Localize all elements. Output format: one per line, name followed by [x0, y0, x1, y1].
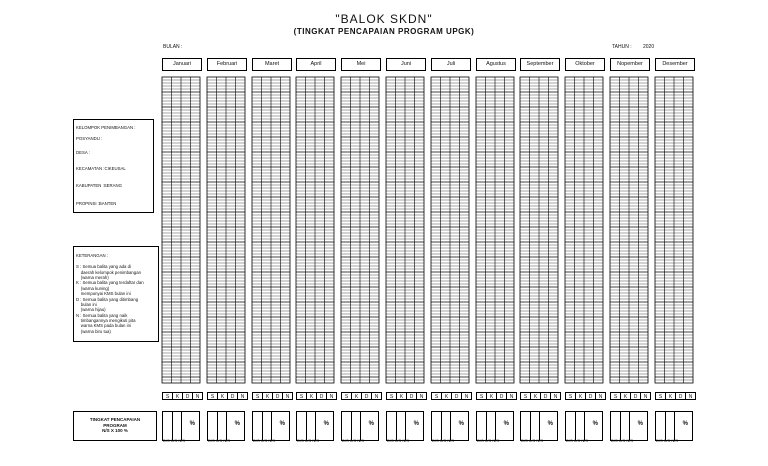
kecamatan-field: KECAMATAN :CIKEUSAL: [76, 166, 126, 172]
skdn-letter: D: [228, 393, 238, 399]
tahun-value: 2020: [643, 44, 655, 50]
month-grid-column: [565, 77, 603, 383]
skdn-letter: S: [611, 393, 621, 399]
skdn-letter: S: [297, 393, 307, 399]
skdn-letter: K: [352, 393, 362, 399]
posyandu-field: POSYANDU :: [76, 136, 103, 142]
skdn-cell: [431, 392, 472, 400]
keterangan-line: bulan ini: [76, 301, 97, 307]
month-label: September: [520, 58, 560, 71]
skdn-letter: K: [263, 393, 273, 399]
percent-sign: %: [413, 421, 419, 427]
skdn-letter: S: [521, 393, 531, 399]
keterangan-line: (warna kuning): [76, 285, 110, 291]
keterangan-line: timbangannya mengikuti pita: [76, 317, 136, 323]
kelompok-info-box: [73, 119, 154, 213]
percent-sign: %: [279, 421, 285, 427]
pencapaian-cell: [386, 411, 424, 441]
pencapaian-label-box: [73, 411, 157, 441]
keterangan-line: warna KMS pada bulan ini: [76, 323, 131, 329]
keterangan-line: D : Semua balita yang ditimbang: [76, 296, 139, 302]
pencapaian-divider: [486, 412, 487, 440]
pencapaian-cell: [296, 411, 334, 441]
kelompok-heading: KELOMPOK PENIMBANGAN :: [76, 125, 136, 130]
page-subtitle: (TINGKAT PENCAPAIAN PROGRAM UPGK): [293, 27, 475, 36]
pencapaian-divider: [584, 412, 585, 440]
ratio-labels: D/S K/S N/S: [521, 438, 544, 443]
skdn-letter: D: [362, 393, 372, 399]
skdn-cell: [207, 392, 248, 400]
month-label: Maret: [252, 58, 292, 71]
skdn-letter: N: [374, 394, 379, 400]
skdn-letter: D: [183, 393, 193, 399]
month-grid-column: [341, 77, 379, 383]
month-label: Desember: [655, 58, 695, 71]
pencapaian-divider: [315, 412, 316, 440]
skdn-letter: N: [598, 394, 603, 400]
skdn-letter: K: [218, 393, 228, 399]
bulan-label: BULAN :: [163, 44, 183, 50]
skdn-letter: K: [531, 393, 541, 399]
skdn-letter: K: [173, 393, 183, 399]
ratio-labels: D/S K/S N/S: [611, 438, 634, 443]
keterangan-line: (warna hijau): [76, 307, 106, 313]
skdn-letter: S: [656, 393, 666, 399]
skdn-letter: D: [631, 393, 641, 399]
percent-sign: %: [637, 421, 643, 427]
ratio-labels: D/S K/S N/S: [656, 438, 679, 443]
ratio-labels: D/S K/S N/S: [387, 438, 410, 443]
month-label: Nopember: [610, 58, 650, 71]
skdn-letter: N: [553, 394, 558, 400]
pencapaian-divider: [360, 412, 361, 440]
keterangan-heading: KETERANGAN :: [76, 253, 108, 258]
skdn-cell: [520, 392, 561, 400]
pencapaian-divider: [226, 412, 227, 440]
skdn-cell: [386, 392, 427, 400]
ratio-labels: D/S K/S N/S: [566, 438, 589, 443]
ratio-labels: D/S K/S N/S: [432, 438, 455, 443]
pencapaian-divider: [217, 412, 218, 440]
page-title: "BALOK SKDN": [335, 12, 433, 26]
month-grid-column: [610, 77, 648, 383]
ratio-labels: D/S K/S N/S: [208, 438, 231, 443]
month-grid-column: [520, 77, 558, 383]
pencapaian-divider: [441, 412, 442, 440]
keterangan-line: S : Semua balita yang ada di: [76, 264, 131, 270]
skdn-letter: N: [688, 394, 693, 400]
skdn-cell: [476, 392, 517, 400]
skdn-letter: D: [497, 393, 507, 399]
percent-sign: %: [189, 421, 195, 427]
pencapaian-line3: N/S X 100 %: [102, 428, 128, 434]
skdn-letter: D: [586, 393, 596, 399]
percent-sign: %: [323, 421, 329, 427]
pencapaian-cell: [655, 411, 693, 441]
skdn-cell: [655, 392, 696, 400]
percent-sign: %: [547, 421, 553, 427]
skdn-cell: [162, 392, 203, 400]
month-grid-column: [476, 77, 514, 383]
kabupaten-field: KABUPATEN :SERANG: [76, 183, 122, 189]
skdn-letter: D: [273, 393, 283, 399]
skdn-letter: K: [576, 393, 586, 399]
pencapaian-divider: [396, 412, 397, 440]
skdn-letter: S: [163, 393, 173, 399]
ratio-labels: D/S K/S N/S: [477, 438, 500, 443]
month-label: Februari: [207, 58, 247, 71]
month-label: Mei: [341, 58, 381, 71]
ratio-labels: D/S K/S N/S: [163, 438, 186, 443]
skdn-letter: N: [643, 394, 648, 400]
month-grid-column: [207, 77, 245, 383]
propinsi-field: PROPINSI :BANTEN: [76, 200, 117, 206]
pencapaian-divider: [181, 412, 182, 440]
skdn-letter: D: [452, 393, 462, 399]
skdn-cell: [610, 392, 651, 400]
pencapaian-cell: [341, 411, 379, 441]
skdn-letter: D: [317, 393, 327, 399]
skdn-letter: D: [676, 393, 686, 399]
keterangan-line: N : Semua balita yang naik: [76, 312, 128, 318]
month-label: Oktober: [565, 58, 605, 71]
pencapaian-cell: [207, 411, 245, 441]
pencapaian-divider: [450, 412, 451, 440]
pencapaian-divider: [620, 412, 621, 440]
skdn-letter: S: [208, 393, 218, 399]
skdn-letter: N: [285, 394, 290, 400]
pencapaian-divider: [405, 412, 406, 440]
pencapaian-divider: [271, 412, 272, 440]
skdn-letter: K: [307, 393, 317, 399]
skdn-letter: S: [432, 393, 442, 399]
pencapaian-cell: [610, 411, 648, 441]
skdn-letter: D: [541, 393, 551, 399]
pencapaian-divider: [262, 412, 263, 440]
month-grid-column: [386, 77, 424, 383]
skdn-letter: D: [407, 393, 417, 399]
skdn-cell: [296, 392, 337, 400]
month-label: Juli: [431, 58, 471, 71]
skdn-cell: [341, 392, 382, 400]
pencapaian-line1: TINGKAT PENCAPAIAN: [89, 417, 141, 422]
keterangan-box: [73, 246, 159, 342]
skdn-letter: K: [666, 393, 676, 399]
skdn-letter: S: [342, 393, 352, 399]
pencapaian-cell: [476, 411, 514, 441]
keterangan-line: (warna merah): [76, 275, 109, 281]
percent-sign: %: [234, 421, 240, 427]
desa-field: DESA :: [76, 149, 90, 155]
month-label: Januari: [162, 58, 202, 71]
pencapaian-divider: [495, 412, 496, 440]
pencapaian-cell: [252, 411, 290, 441]
skdn-letter: N: [329, 394, 334, 400]
month-grid-column: [655, 77, 693, 383]
percent-sign: %: [682, 421, 688, 427]
skdn-letter: N: [464, 394, 469, 400]
keterangan-line: (warna biru tua): [76, 328, 111, 334]
ratio-labels: D/S K/S N/S: [253, 438, 276, 443]
pencapaian-divider: [665, 412, 666, 440]
skdn-letter: K: [442, 393, 452, 399]
skdn-letter: K: [487, 393, 497, 399]
ratio-labels: D/S K/S N/S: [297, 438, 320, 443]
skdn-letter: S: [477, 393, 487, 399]
skdn-letter: N: [240, 394, 245, 400]
month-label: Agustus: [476, 58, 516, 71]
skdn-letter: K: [621, 393, 631, 399]
month-grid-column: [431, 77, 469, 383]
pencapaian-divider: [629, 412, 630, 440]
skdn-cell: [252, 392, 293, 400]
skdn-letter: K: [397, 393, 407, 399]
month-grid-column: [296, 77, 334, 383]
keterangan-line: K : Semua balita yang terdaftar dan: [76, 280, 144, 286]
keterangan-line: mempunyai KMS bulan ini: [76, 291, 131, 297]
skdn-letter: N: [419, 394, 424, 400]
tahun-label: TAHUN :: [612, 44, 632, 50]
pencapaian-line2: PROGRAM: [103, 422, 127, 428]
pencapaian-divider: [530, 412, 531, 440]
pencapaian-divider: [539, 412, 540, 440]
percent-sign: %: [458, 421, 464, 427]
ratio-labels: D/S K/S N/S: [342, 438, 365, 443]
month-grid-column: [162, 77, 200, 383]
skdn-letter: S: [253, 393, 263, 399]
pencapaian-divider: [351, 412, 352, 440]
percent-sign: %: [368, 421, 374, 427]
pencapaian-divider: [674, 412, 675, 440]
pencapaian-divider: [306, 412, 307, 440]
pencapaian-cell: [431, 411, 469, 441]
pencapaian-cell: [162, 411, 200, 441]
skdn-letter: S: [387, 393, 397, 399]
skdn-cell: [565, 392, 606, 400]
month-grid-column: [252, 77, 290, 383]
pencapaian-divider: [575, 412, 576, 440]
skdn-letter: N: [195, 394, 200, 400]
pencapaian-cell: [565, 411, 603, 441]
percent-sign: %: [592, 421, 598, 427]
skdn-letter: N: [509, 394, 514, 400]
percent-sign: %: [503, 421, 509, 427]
pencapaian-divider: [172, 412, 173, 440]
pencapaian-cell: [520, 411, 558, 441]
month-label: April: [296, 58, 336, 71]
skdn-letter: S: [566, 393, 576, 399]
month-label: Juni: [386, 58, 426, 71]
keterangan-line: daerah kelompok penimbangan: [76, 269, 141, 275]
